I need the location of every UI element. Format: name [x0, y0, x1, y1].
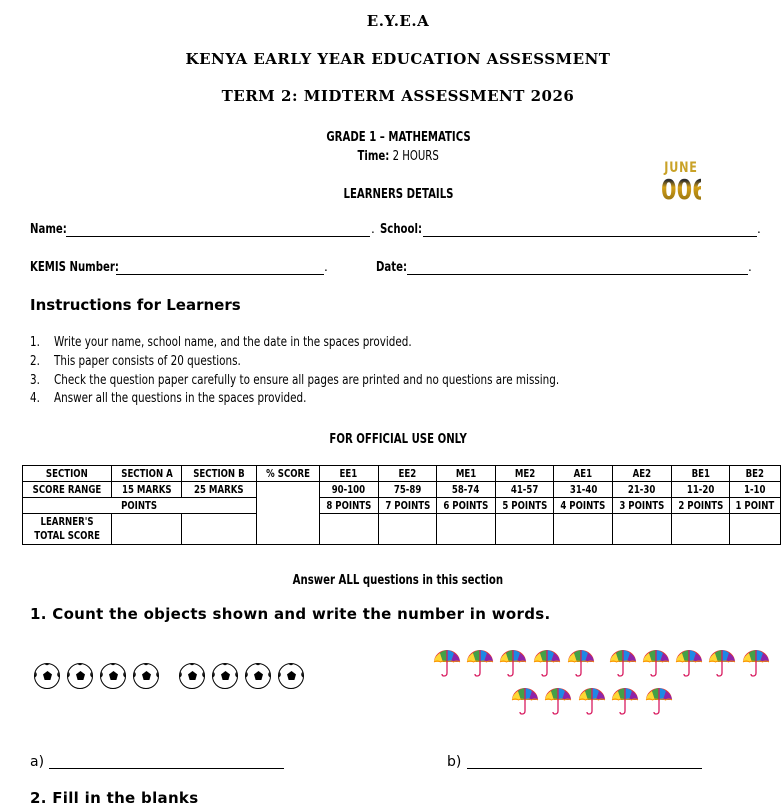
umbrella-icon [566, 648, 596, 678]
table-cell: 6 POINTS [437, 498, 496, 514]
table-cell: 5 POINTS [495, 498, 554, 514]
table-cell: 25 MARKS [182, 482, 256, 498]
soccer-ball-icon [67, 663, 93, 689]
table-cell: 15 MARKS [111, 482, 181, 498]
table-cell: 1 POINT [730, 498, 781, 514]
level-cell[interactable] [319, 514, 378, 545]
soccer-ball-icon [133, 663, 159, 689]
table-header: % SCORE [256, 466, 319, 482]
table-header: BE1 [671, 466, 730, 482]
table-header: SECTION B [182, 466, 256, 482]
level-cell[interactable] [554, 514, 613, 545]
logo [656, 160, 706, 204]
school-field[interactable] [423, 236, 757, 237]
table-header: ME1 [437, 466, 496, 482]
soccer-ball-icon [179, 663, 205, 689]
umbrella-icon [644, 686, 674, 716]
grade-text: GRADE 1 – MATHEMATICS [325, 130, 471, 145]
soccer-ball-icon [34, 663, 60, 689]
kemis-field[interactable] [116, 274, 324, 275]
table-header: AE1 [554, 466, 613, 482]
table-header: AE2 [613, 466, 672, 482]
table-cell: 8 POINTS [319, 498, 378, 514]
table-header: EE1 [319, 466, 378, 482]
level-cell[interactable] [671, 514, 730, 545]
time-value: 2 HOURS [392, 149, 439, 164]
school-label: School: [380, 222, 422, 237]
pct-score-cell[interactable] [256, 482, 319, 545]
table-cell: SCORE RANGE [23, 482, 112, 498]
logo-top-text: JUNE [664, 160, 698, 176]
instructions-heading: Instructions for Learners [30, 296, 241, 314]
name-label: Name: [30, 222, 67, 237]
question-1-text: 1. Count the objects shown and write the number in words. [30, 605, 551, 623]
table-header: SECTION [23, 466, 112, 482]
umbrella-icon [577, 686, 607, 716]
score-table [22, 465, 781, 545]
name-field[interactable] [66, 236, 370, 237]
table-cell: 90-100 [319, 482, 378, 498]
umbrella-icon [608, 648, 638, 678]
answer-b-field[interactable] [467, 768, 702, 769]
assessment-title: KENYA EARLY YEAR EDUCATION ASSESSMENT [185, 50, 611, 68]
time-label: Time: [357, 149, 390, 164]
instruction-item: 4. Answer all the questions in the spaces provided. [30, 391, 307, 406]
level-cell[interactable] [730, 514, 781, 545]
learners-details-text: LEARNERS DETAILS [343, 187, 453, 202]
table-header: BE2 [730, 466, 781, 482]
umbrella-icon [674, 648, 704, 678]
section-a-score-cell[interactable] [111, 514, 181, 545]
umbrella-icon [532, 648, 562, 678]
soccer-ball-icon [278, 663, 304, 689]
total-score-label: LEARNER'S TOTAL SCORE [23, 514, 112, 545]
umbrella-icon [465, 648, 495, 678]
section-note: Answer ALL questions in this section [292, 573, 504, 588]
table-cell: 3 POINTS [613, 498, 672, 514]
table-cell: 31-40 [554, 482, 613, 498]
umbrella-icon [610, 686, 640, 716]
table-cell: 4 POINTS [554, 498, 613, 514]
official-use-heading: FOR OFFICIAL USE ONLY [329, 432, 467, 447]
points-label-cell: POINTS [23, 498, 257, 514]
table-cell: 41-57 [495, 482, 554, 498]
grade-line [0, 126, 781, 145]
umbrella-icon [510, 686, 540, 716]
umbrella-icon [707, 648, 737, 678]
answer-b-label: b) [447, 754, 462, 770]
level-cell[interactable] [378, 514, 437, 545]
org-title: E.Y.E.A [366, 12, 430, 30]
table-header: ME2 [495, 466, 554, 482]
table-cell: 58-74 [437, 482, 496, 498]
level-cell[interactable] [495, 514, 554, 545]
umbrella-icon [641, 648, 671, 678]
instruction-item: 2. This paper consists of 20 questions. [30, 354, 241, 369]
soccer-ball-icon [212, 663, 238, 689]
date-field[interactable] [407, 274, 748, 275]
instruction-item: 1. Write your name, school name, and the date in the spaces provided. [30, 335, 412, 350]
umbrella-icon [543, 686, 573, 716]
table-cell: 75-89 [378, 482, 437, 498]
umbrella-icon [741, 648, 771, 678]
soccer-ball-icon [100, 663, 126, 689]
date-label: Date: [376, 260, 408, 275]
table-cell: 1-10 [730, 482, 781, 498]
term-title: TERM 2: MIDTERM ASSESSMENT 2026 [221, 87, 575, 105]
umbrella-icon [432, 648, 462, 678]
question-2-text: 2. Fill in the blanks [30, 789, 199, 807]
table-header: SECTION A [111, 466, 181, 482]
umbrella-icon [498, 648, 528, 678]
answer-a-field[interactable] [49, 768, 284, 769]
section-b-score-cell[interactable] [182, 514, 256, 545]
level-cell[interactable] [437, 514, 496, 545]
table-header: EE2 [378, 466, 437, 482]
logo-bottom-text: 006 [661, 173, 708, 206]
answer-a-label: a) [30, 754, 45, 770]
table-cell: 2 POINTS [671, 498, 730, 514]
table-cell: 7 POINTS [378, 498, 437, 514]
table-cell: 21-30 [613, 482, 672, 498]
level-cell[interactable] [613, 514, 672, 545]
instruction-item: 3. Check the question paper carefully to ensure all pages are printed and no questions are missing. [30, 373, 560, 388]
soccer-ball-icon [245, 663, 271, 689]
table-cell: 11-20 [671, 482, 730, 498]
kemis-label: KEMIS Number: [30, 260, 119, 275]
